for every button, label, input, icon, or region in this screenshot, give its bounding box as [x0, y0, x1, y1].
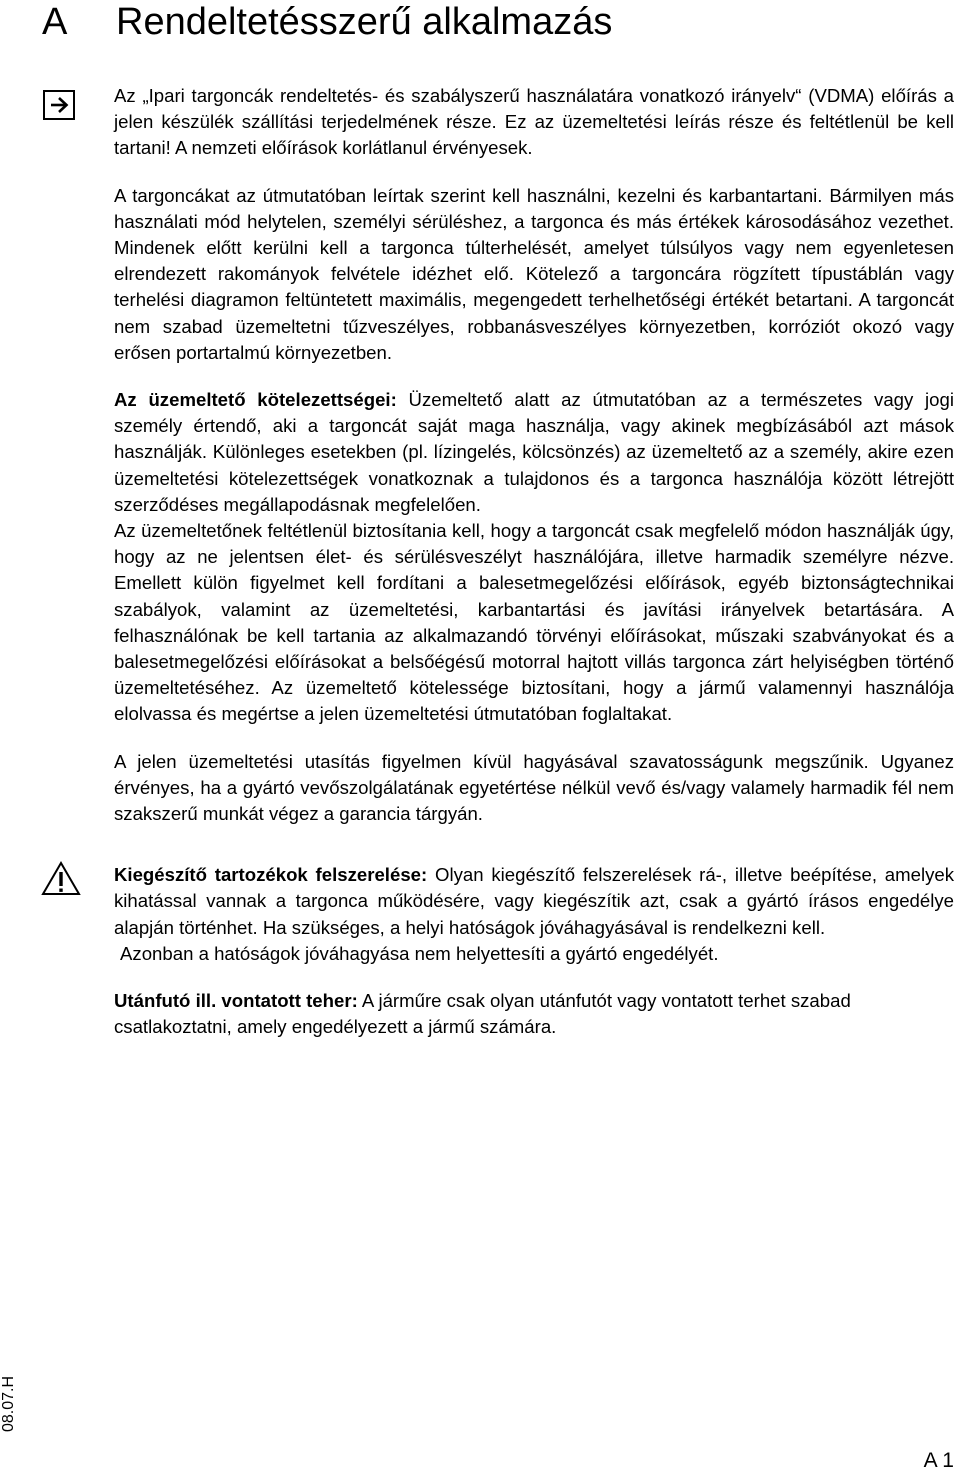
accessories-text: Olyan kiegészítő felszerelések rá-, illetve beépítése, amelyek kihatással vannak a targonca működésére, vagy kiegészítik azt, csak a gyártó írásos engedélye alapján történhet. Ha szükséges, a helyi hatóságok jóváhagyásával is rendelkezni kell. — [114, 864, 955, 938]
document-code: 08.07.H — [0, 1375, 17, 1432]
intended-use-paragraph: A targoncákat az útmutatóban leírtak szerint kell használni, kezelni és karbantartani. Bármilyen más használati mód helytelen, személyi sérüléshez, a targonca és más értékek károsodásához vezethet. Mindenek előtt kerülni kell a targonca túlterhelését, amelyet túlsúlyos vagy nem egyenletesen elrendezett rakományok felvétele idézhet elő. Kötelező a targoncára rögzített típustáblán vagy terhelési diagramon feltüntetett maximális, megengedett terhelhetőségi értékét betartani. A targoncát nem szabad üzemeltetni tűzveszélyes, robbanásveszélyes környezetben, korróziót okozó vagy erősen portartalmú környezetben. — [114, 184, 954, 363]
operator-duties-text: Üzemeltető alatt az útmutatóban az a természetes vagy jogi személy értendő, aki a targoncát saját maga használja, vagy akinek megbízásából azt mások használják. Különleges esetekben (pl. lízingelés, kölcsönzés) az üzemeltető az a személy, akire ezen üzemeltetési kötelezettségek vonatkoznak a tulajdonos és a targonca használója között létrejött szerződéses megállapodásnak megfelelően. — [114, 389, 954, 515]
accessories-paragraph — [114, 862, 954, 941]
warning-triangle-icon — [41, 861, 81, 896]
page-header — [42, 0, 942, 44]
trailer-label: Utánfutó ill. vontatott teher: — [114, 990, 358, 1012]
intro-paragraph: Az „Ipari targoncák rendeltetés- és szabályszerű használatára vonatkozó irányelv“ (VDMA) előírás a jelen készülék szállítási terjedelmének része. Ez az üzemeltetési leírás része és feltétlenül be kell tartani! A nemzeti előírások korlátlanul érvényesek. — [114, 85, 954, 159]
arrow-right-icon — [43, 90, 75, 120]
page-title: Rendeltetésszerű alkalmazás — [116, 1, 613, 43]
trailer-text: A járműre csak olyan utánfutót vagy vontatott terhet szabad csatlakoztatni, amely engedélyezett a jármű számára. — [114, 990, 851, 1038]
operator-duties-label: Az üzemeltető kötelezettségei: — [114, 389, 397, 411]
operator-obligations-paragraph: Az üzemeltetőnek feltétlenül biztosítania kell, hogy a targoncát csak megfelelő módon használják úgy, hogy az ne jelentsen élet- és sérülésveszélyt használójára, illetve harmadik személyre nézve. Emellett külön figyelmet kell fordítani a balesetmegelőzési előírások, egyéb biztonságtechnikai szabályok, valamint az üzemeltetési, karbantartási és javítási irányelvek betartására. A felhasználónak be kell tartania az alkalmazandó törvényi előírásokat, műszaki szabványokat és a balesetmegelőzési előírásokat a belsőégésű motorral hajtott villás targonca zárt helyiségben történő üzemeltetéséhez. Az üzemeltető kötelessége biztosítani, hogy a jármű valamennyi használója elolvassa és megértse a jelen üzemeltetési útmutatóban foglaltakat. — [114, 520, 954, 725]
trailer-paragraph — [114, 988, 954, 1040]
page-number: A 1 — [923, 1449, 954, 1472]
accessories-label: Kiegészítő tartozékok felszerelése: — [114, 864, 428, 886]
operator-duties-paragraph — [114, 387, 954, 518]
main-content — [114, 83, 954, 1041]
chapter-letter: A — [42, 1, 68, 43]
warranty-warning-paragraph: A jelen üzemeltetési utasítás figyelmen kívül hagyásával szavatosságunk megszűnik. Ugyanez érvényes, ha a gyártó vevőszolgálatának egyetértése nélkül vevő és/vagy valamely harmadik fél nem szakszerű munkát végez a garancia tárgyán. — [114, 750, 954, 825]
accessories-note: Azonban a hatóságok jóváhagyása nem helyettesíti a gyártó engedélyét. — [120, 942, 719, 964]
